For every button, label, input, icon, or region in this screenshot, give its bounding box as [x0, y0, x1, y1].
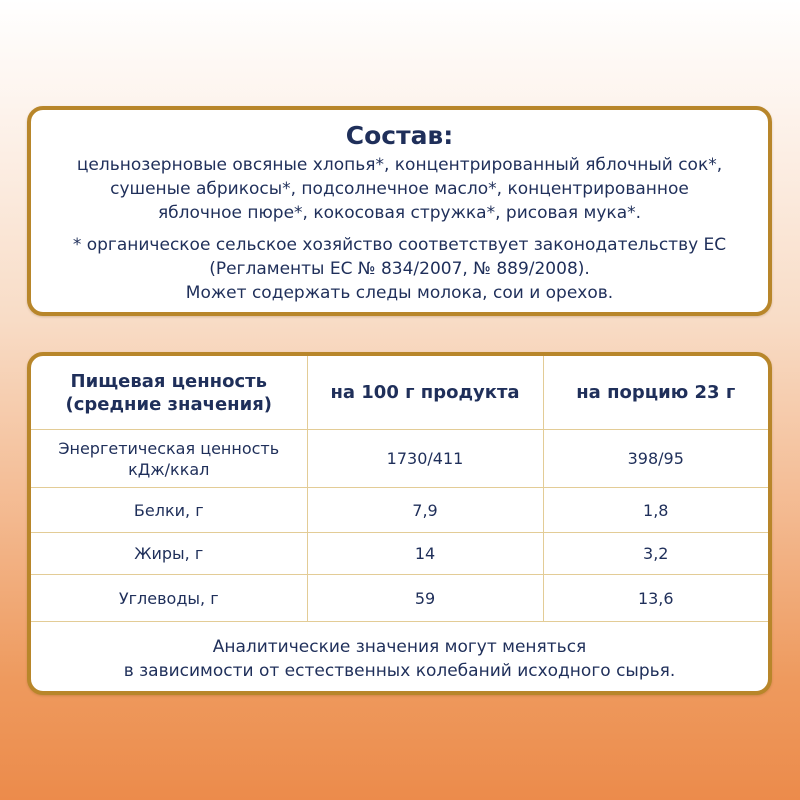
nutrition-panel — [27, 352, 772, 695]
header-per-100g: на 100 г продукта — [307, 356, 543, 430]
note-line: (Регламенты ЕС № 834/2007, № 889/2008). — [209, 259, 590, 279]
nutrition-table — [31, 356, 768, 622]
row-label: Энергетическая ценность кДж/ккал — [31, 430, 307, 488]
composition-title: Состав: — [345, 121, 454, 150]
value-per-100g: 1730/411 — [307, 430, 543, 488]
ingredients-line: яблочное пюре*, кокосовая стружка*, рисовая мука*. — [157, 203, 642, 223]
value-per-100g: 7,9 — [307, 488, 543, 533]
analytical-values-note: Аналитические значения могут меняться в зависимости от естественных колебаний исходного сырья. — [123, 637, 676, 681]
value-per-portion: 1,8 — [543, 488, 768, 533]
organic-note — [41, 233, 758, 305]
composition-panel — [27, 106, 772, 316]
header-nutritional-value: Пищевая ценность (средние значения) — [31, 356, 307, 430]
row-label: Углеводы, г — [31, 575, 307, 622]
header-per-portion: на порцию 23 г — [543, 356, 768, 430]
table-row — [31, 533, 768, 575]
ingredients-text — [41, 153, 758, 225]
ingredients-line: цельнозерновые овсяные хлопья*, концентрированный яблочный сок*, — [76, 155, 723, 175]
value-per-portion: 13,6 — [543, 575, 768, 622]
row-label: Белки, г — [31, 488, 307, 533]
value-per-portion: 3,2 — [543, 533, 768, 575]
table-row — [31, 488, 768, 533]
row-label: Жиры, г — [31, 533, 307, 575]
value-per-100g: 14 — [307, 533, 543, 575]
note-line: * органическое сельское хозяйство соответствует законодательству ЕС — [72, 235, 727, 255]
value-per-100g: 59 — [307, 575, 543, 622]
table-row — [31, 430, 768, 488]
note-line: Может содержать следы молока, сои и орехов. — [185, 283, 614, 303]
table-row — [31, 575, 768, 622]
value-per-portion: 398/95 — [543, 430, 768, 488]
table-header-row — [31, 356, 768, 430]
ingredients-line: сушеные абрикосы*, подсолнечное масло*, концентрированное — [110, 179, 689, 199]
